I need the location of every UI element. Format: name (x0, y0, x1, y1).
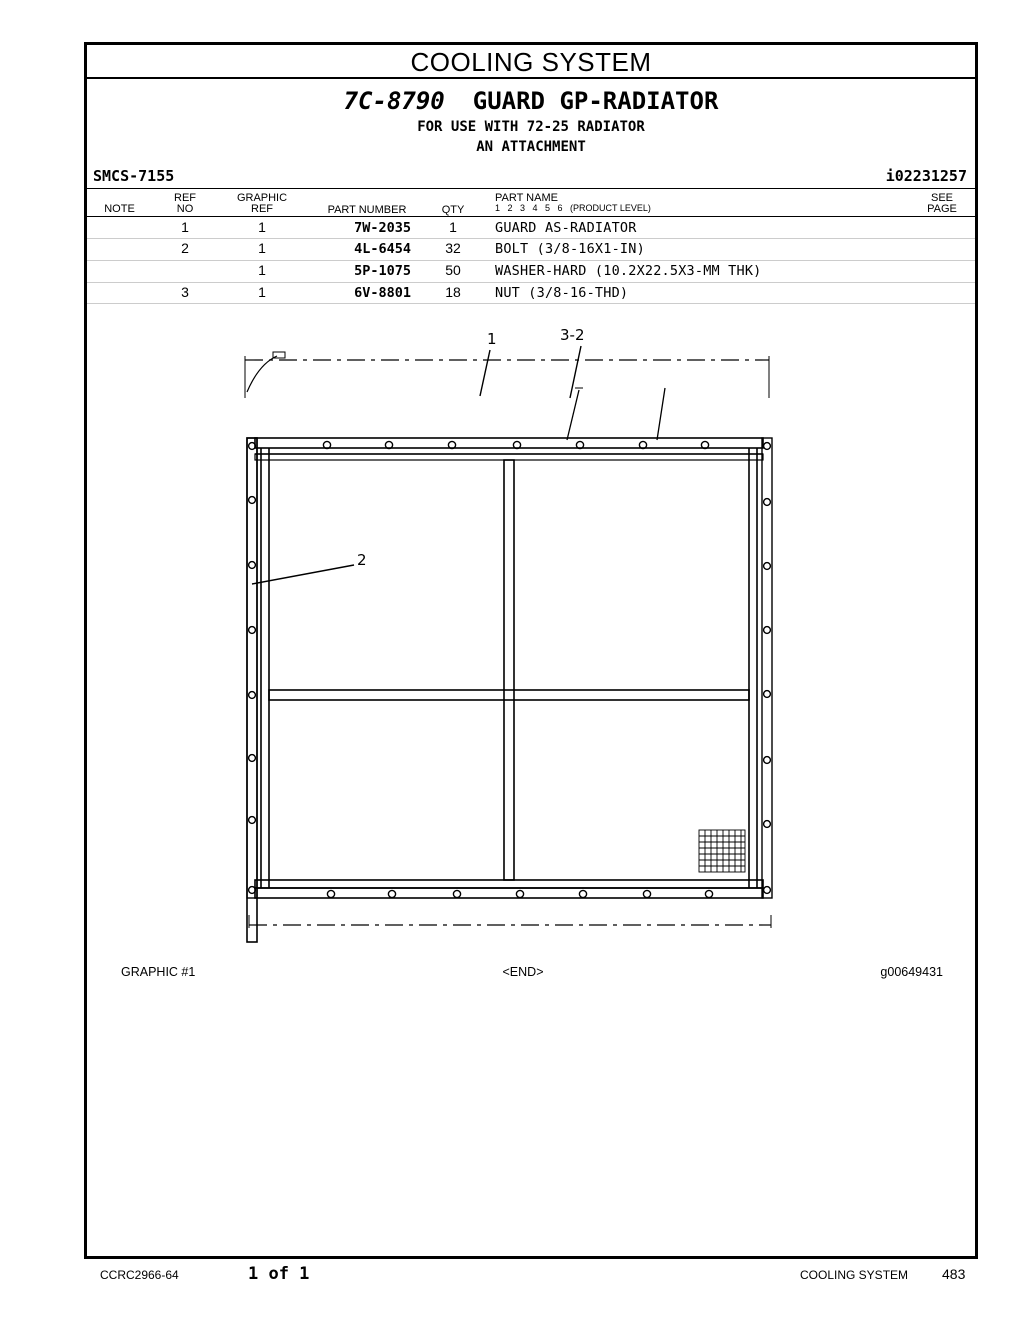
header-part-number: PART NUMBER (327, 204, 407, 216)
row-graphic-ref: 1 (258, 284, 266, 300)
graphic-label: GRAPHIC #1 (121, 965, 196, 979)
row-graphic-ref: 1 (258, 219, 266, 235)
header-part-name: PART NAME (495, 192, 558, 204)
row-qty: 32 (445, 240, 461, 256)
row-qty: 1 (449, 219, 457, 235)
header-qty: QTY (441, 204, 465, 216)
leader-callout-3-2 (570, 346, 581, 398)
subtitle-usage: FOR USE WITH 72-25 RADIATOR (417, 119, 645, 135)
row-part-number: 5P-1075 (354, 263, 411, 279)
row-ref-no: 3 (181, 284, 189, 300)
footer-page-of: 1 of 1 (248, 1264, 310, 1284)
callout-2: 2 (357, 551, 367, 569)
header-note: NOTE (104, 203, 135, 215)
row-qty: 50 (445, 262, 461, 278)
row-qty: 18 (445, 284, 461, 300)
footer-doc-code: CCRC2966-64 (100, 1268, 179, 1282)
footer-page-number: 483 (942, 1266, 966, 1282)
graphic-id: g00649431 (880, 965, 943, 979)
header-ref-bottom: NO (176, 203, 194, 215)
subtitle-attachment: AN ATTACHMENT (476, 139, 586, 155)
row-part-number: 4L-6454 (354, 241, 411, 257)
section-title: COOLING SYSTEM (87, 45, 975, 79)
header-product-level: 1 2 3 4 5 6 (PRODUCT LEVEL) (495, 203, 651, 213)
end-marker: <END> (502, 965, 544, 979)
header-see-bottom: PAGE (927, 203, 957, 215)
row-part-name: GUARD AS-RADIATOR (495, 220, 637, 236)
leader-callout-2 (252, 565, 354, 584)
part-title-number: 7C-8790 (343, 87, 445, 115)
row-part-name: BOLT (3/8-16X1-IN) (495, 241, 645, 257)
document-id: i02231257 (885, 167, 967, 185)
row-ref-no: 1 (181, 219, 189, 235)
row-part-name: NUT (3/8-16-THD) (495, 285, 629, 301)
part-title-name: GUARD GP-RADIATOR (472, 87, 719, 115)
header-graphic-top: GRAPHIC (236, 192, 288, 204)
row-part-name: WASHER-HARD (10.2X22.5X3-MM THK) (495, 263, 762, 279)
header-ref-top: REF (174, 192, 196, 204)
callout-1: 1 (487, 330, 497, 348)
footer-section: COOLING SYSTEM (800, 1268, 909, 1282)
row-graphic-ref: 1 (258, 240, 266, 256)
row-part-number: 7W-2035 (354, 220, 411, 236)
leader-callout-1 (480, 350, 490, 396)
header-see-top: SEE (930, 192, 953, 204)
header-graphic-bottom: REF (251, 203, 273, 215)
row-graphic-ref: 1 (258, 262, 266, 278)
smcs-code: SMCS-7155 (93, 167, 175, 185)
callout-3-2: 3-2 (560, 326, 585, 344)
row-ref-no: 2 (181, 240, 189, 256)
row-part-number: 6V-8801 (354, 285, 411, 301)
